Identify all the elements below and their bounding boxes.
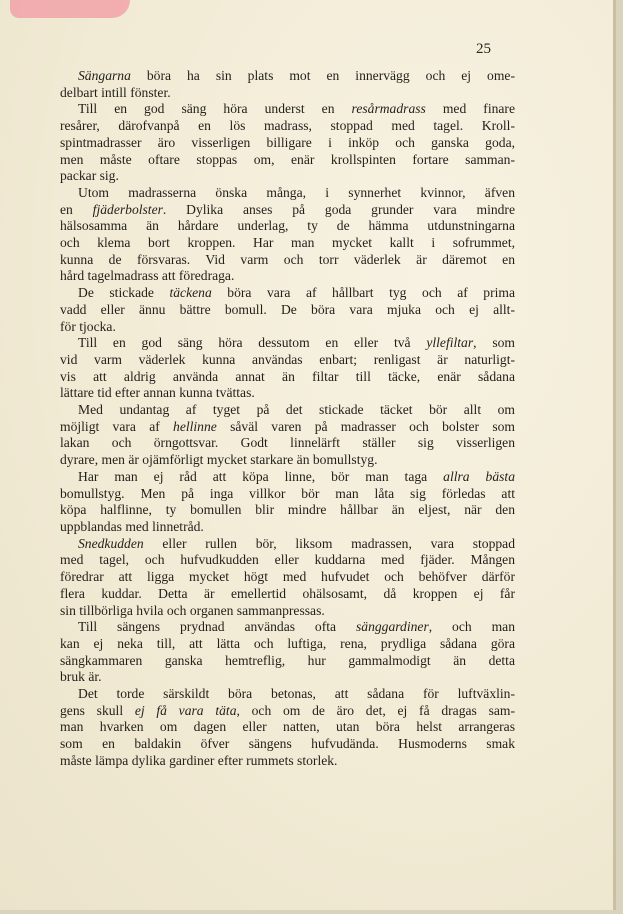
paragraph bbox=[60, 68, 515, 101]
text-line: Till sängens prydnad användas ofta sänggardiner, och man bbox=[78, 619, 515, 635]
text-line: föredrar att ligga mycket högt med hufvudet och behöfver därför bbox=[60, 569, 515, 585]
paragraph bbox=[60, 469, 515, 536]
text-line: måste lämpa dylika gardiner efter rummets storlek. bbox=[60, 752, 338, 768]
text-line: packar sig. bbox=[60, 168, 119, 184]
text-line: Med undantag af tyget på det stickade täcket bör allt om bbox=[78, 402, 515, 418]
text-line: resårer, därofvanpå en lös madrass, stoppad med tagel. Kroll- bbox=[60, 118, 515, 134]
text-line: man hvarken om dagen eller natten, utan böra helst arrangeras bbox=[60, 719, 515, 735]
text-line: kunna de försvaras. Vid varm och torr väderlek är däremot en bbox=[60, 251, 515, 267]
text-line: lakan och örngottsvar. Godt linnelärft ställer sig visserligen bbox=[60, 435, 515, 451]
text-line: Sängarna böra ha sin plats mot en innervägg och ej ome- bbox=[78, 68, 515, 83]
text-line: Har man ej råd att köpa linne, bör man taga allra bästa bbox=[78, 468, 515, 484]
text-line: dyrare, men är ojämförligt mycket starkare än bomullstyg. bbox=[60, 452, 378, 468]
text-line: Snedkudden eller rullen bör, liksom madrassen, vara stoppad bbox=[78, 535, 515, 551]
text-line: Till en god säng höra underst en resårmadrass med finare bbox=[78, 101, 515, 117]
text-line: en fjäderbolster. Dylika anses på goda grunder vara mindre bbox=[60, 201, 515, 217]
text-line: för tjocka. bbox=[60, 318, 116, 334]
text-line: kan ej neka till, att lätta och luftiga, rena, prydliga sådana göra bbox=[60, 635, 515, 651]
text-line: som en baldakin öfver sängens hufvudända. Husmoderns smak bbox=[60, 736, 515, 752]
text-line: sin tillbörliga hvila och organen sammanpressas. bbox=[60, 602, 325, 618]
text-line: De stickade täckena böra vara af hållbart tyg och af prima bbox=[78, 285, 516, 301]
text-line: uppblandas med linnetråd. bbox=[60, 518, 204, 534]
text-line: Till en god säng höra dessutom en eller två yllefiltar, som bbox=[78, 335, 515, 351]
text-line: vis att aldrig använda annat än filtar till täcke, enär sådana bbox=[60, 368, 515, 384]
page-number: 25 bbox=[476, 41, 491, 57]
text-line: spintmadrasser äro visserligen billigare i inköp och ganska goda, bbox=[60, 134, 515, 150]
text-line: hälsosamma än hårdare underlag, ty de hämma utdunstningarna bbox=[60, 218, 515, 234]
body-text bbox=[60, 68, 515, 770]
text-line: vadd eller ännu bättre bomull. De böra vara mjuka och ej allt- bbox=[60, 301, 515, 317]
text-line: lättare tid efter annan kunna tvättas. bbox=[60, 385, 255, 401]
paragraph bbox=[60, 101, 515, 185]
text-line: bruk är. bbox=[60, 669, 102, 685]
text-line: hård tagelmadrass att föredraga. bbox=[60, 268, 235, 284]
paragraph bbox=[60, 536, 515, 620]
paragraph bbox=[60, 185, 515, 285]
paragraph bbox=[60, 402, 515, 469]
paragraph bbox=[60, 686, 515, 770]
text-line: men måste oftare stoppas om, enär krollspinten fortare samman- bbox=[60, 151, 515, 167]
text-line: sängkammaren ganska hemtreflig, hur gammalmodigt än detta bbox=[60, 652, 515, 668]
text-line: Utom madrasserna önska många, i synnerhet kvinnor, äfven bbox=[78, 184, 515, 200]
text-line: flera kuddar. Detta är emellertid ohälsosamt, då kroppen ej får bbox=[60, 585, 515, 601]
paragraph bbox=[60, 335, 515, 402]
text-line: och klema bort kroppen. Har man mycket kallt i sofrummet, bbox=[60, 235, 515, 251]
paper-stain bbox=[10, 0, 130, 18]
paragraph bbox=[60, 285, 515, 335]
text-line: köpa halflinne, ty bomullen blir mindre hållbar än eljest, när den bbox=[60, 502, 515, 518]
text-line: gens skull ej få vara täta, och om de äro det, ej få dragas sam- bbox=[60, 702, 515, 718]
text-line: delbart intill fönster. bbox=[60, 84, 171, 100]
text-line: vid varm väderlek kunna användas enbart; renligast är naturligt- bbox=[60, 351, 515, 367]
text-line: med tagel, och hufvudkudden eller kuddarna med fjäder. Mången bbox=[60, 552, 515, 568]
text-line: Det torde särskildt böra betonas, att sådana för luftväxlin- bbox=[78, 686, 515, 702]
text-line: möjligt vara af hellinne såväl varen på madrasser och bolster som bbox=[60, 418, 515, 434]
text-line: bomullstyg. Men på inga villkor bör man låta sig förledas att bbox=[60, 485, 515, 501]
paragraph bbox=[60, 619, 515, 686]
